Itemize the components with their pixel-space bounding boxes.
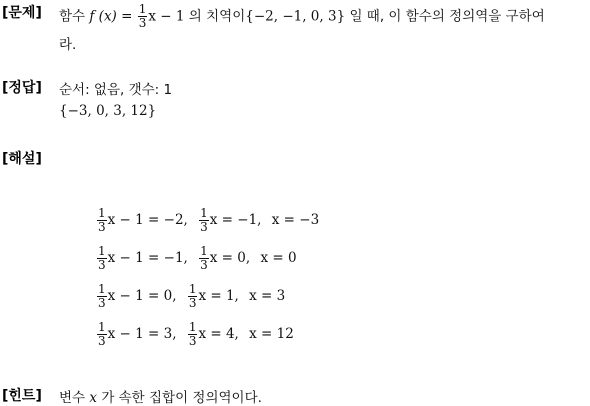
fraction-denominator: 3 (138, 16, 147, 30)
problem-range-set: {−2, −1, 0, 3} (245, 8, 346, 25)
equation-lhs: x − 1 = −1, (107, 250, 188, 266)
fraction-numerator: 1 (138, 2, 147, 16)
fraction-denominator: 3 (98, 258, 106, 272)
fraction-one-third (199, 207, 209, 234)
fraction-numerator: 1 (98, 206, 106, 220)
fraction-denominator: 3 (98, 220, 106, 234)
fraction-numerator: 1 (98, 282, 106, 296)
problem-label: [문제] (2, 5, 42, 21)
hint-post: 가 속한 집합이 정의역이다. (101, 390, 262, 406)
solution-label: [해설] (2, 151, 42, 167)
equation-lhs: x − 1 = −2, (107, 212, 188, 228)
fraction-denominator: 3 (188, 296, 197, 310)
fraction-one-third (199, 245, 209, 272)
equation-step: x = 4, (198, 326, 239, 342)
fraction-numerator: 1 (188, 320, 197, 334)
fraction-one-third (97, 245, 107, 272)
problem-fraction (138, 3, 148, 30)
hint-label: [힌트] (2, 388, 42, 404)
fraction-denominator: 3 (200, 258, 208, 272)
problem-tail: 일 때, 이 함수의 정의역을 구하여 (349, 8, 545, 25)
hint-variable: x (89, 390, 98, 406)
equation-lhs: x − 1 = 3, (107, 326, 177, 342)
problem-func: f (x) = (89, 8, 133, 25)
answer-set: {−3, 0, 3, 12} (59, 103, 157, 119)
answer-label: [정답] (2, 80, 42, 96)
equation-line (96, 207, 319, 234)
equation-line (96, 245, 297, 272)
problem-intro: 함수 (59, 8, 86, 25)
equation-step: x = 0, (209, 250, 251, 266)
fraction-one-third (97, 207, 107, 234)
fraction-numerator: 1 (98, 244, 106, 258)
fraction-denominator: 3 (188, 334, 197, 348)
fraction-denominator: 3 (98, 296, 106, 310)
equation-result: x = 12 (249, 326, 294, 342)
problem-after-fraction: x − 1 (148, 8, 185, 25)
equation-step: x = −1, (209, 212, 262, 228)
answer-line1: 순서: 없음, 갯수: 1 (59, 82, 173, 98)
equation-result: x = −3 (271, 212, 320, 228)
fraction-numerator: 1 (188, 282, 197, 296)
fraction-one-third (188, 283, 198, 310)
equation-result: x = 0 (260, 250, 297, 266)
hint-text (59, 386, 262, 406)
equation-line (96, 321, 294, 348)
problem-line2: 라. (59, 37, 77, 53)
problem-statement (59, 3, 545, 30)
equation-line (96, 283, 285, 310)
equation-step: x = 1, (198, 288, 239, 304)
fraction-numerator: 1 (200, 206, 208, 220)
equation-result: x = 3 (249, 288, 286, 304)
fraction-denominator: 3 (98, 334, 106, 348)
problem-range-text: 의 치역이 (188, 8, 246, 25)
fraction-one-third (97, 283, 107, 310)
fraction-denominator: 3 (200, 220, 208, 234)
hint-pre: 변수 (59, 390, 86, 406)
equation-lhs: x − 1 = 0, (107, 288, 177, 304)
fraction-numerator: 1 (98, 320, 106, 334)
fraction-one-third (188, 321, 198, 348)
fraction-one-third (97, 321, 107, 348)
fraction-numerator: 1 (200, 244, 208, 258)
